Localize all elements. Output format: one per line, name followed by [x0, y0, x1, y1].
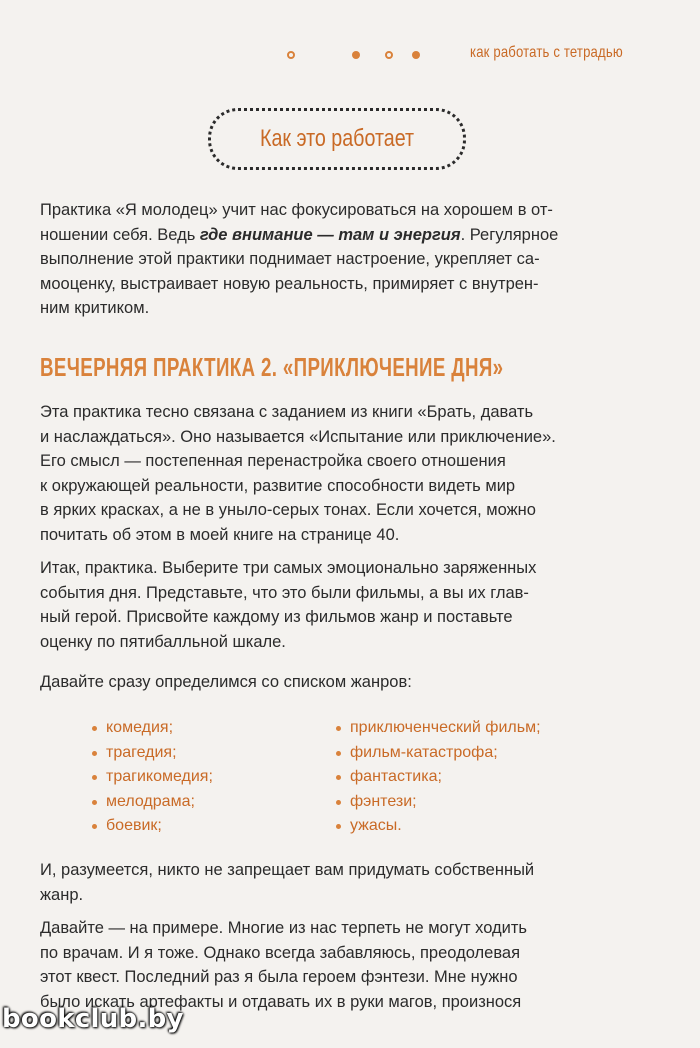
text-line: этот квест. Последний раз я была героем фэнтези. Мне нужно [40, 968, 518, 986]
text-line: Эта практика тесно связана с заданием из книги «Брать, давать [40, 403, 534, 421]
text-line: Практика «Я молодец» учит нас фокусироваться на хорошем в от- [40, 201, 553, 219]
text-line: было искать артефакты и отдавать их в руки магов, произнося [40, 992, 522, 1011]
intro-paragraph [40, 198, 660, 321]
list-item: ужасы. [336, 814, 541, 839]
paragraph [40, 916, 660, 1014]
dot-icon [352, 51, 360, 59]
section-badge [208, 108, 466, 170]
dot-icon [412, 51, 420, 59]
paragraph [40, 858, 660, 907]
paragraph [40, 400, 660, 547]
list-item: фильм-катастрофа; [336, 741, 541, 766]
list-item: комедия; [92, 716, 213, 741]
text-line: и наслаждаться». Оно называется «Испытание или приключение». [40, 427, 556, 446]
text-line: события дня. Представьте, что это были фильмы, а вы их глав- [40, 583, 529, 602]
text-line: ним критиком. [40, 299, 150, 317]
list-item: мелодрама; [92, 790, 213, 815]
running-header-title: как работать с тетрадью [470, 44, 623, 61]
list-item: боевик; [92, 814, 213, 839]
text-line: Давайте сразу определимся со списком жанров: [40, 673, 412, 691]
list-item: трагедия; [92, 741, 213, 766]
paragraph [40, 556, 660, 654]
text-line: оценку по пятибалльной шкале. [40, 632, 286, 651]
text-line: к окружающей реальности, развитие способности видеть мир [40, 476, 516, 495]
text-line: по врачам. И я тоже. Однако всегда забавляюсь, преодолевая [40, 943, 521, 962]
text-line: в ярких красках, а не в уныло-серых тонах. Если хочется, можно [40, 501, 536, 519]
text-line: Итак, практика. Выберите три самых эмоционально заряженных [40, 559, 537, 577]
text-line: И, разумеется, никто не запрещает вам придумать собственный [40, 861, 535, 879]
section-heading: ВЕЧЕРНЯЯ ПРАКТИКА 2. «ПРИКЛЮЧЕНИЕ ДНЯ» [40, 352, 504, 382]
text-line: ный герой. Присвойте каждому из фильмов жанр и поставьте [40, 608, 513, 626]
text-line: почитать об этом в моей книге на странице 40. [40, 525, 400, 544]
text-line: ношении себя. Ведь где внимание — там и энергия. Регулярное [40, 225, 559, 244]
list-item: фантастика; [336, 765, 541, 790]
running-header [0, 44, 700, 68]
emphasis: где внимание — там и энергия [199, 225, 461, 244]
watermark: bookclub.by [2, 1004, 184, 1034]
section-badge-title: Как это работает [259, 125, 415, 152]
text-line: Его смысл — постепенная перенастройка своего отношения [40, 452, 506, 470]
list-item: фэнтези; [336, 790, 541, 815]
circle-icon [385, 51, 393, 59]
text-line: выполнение этой практики поднимает настроение, укрепляет са- [40, 250, 540, 268]
list-item: трагикомедия; [92, 765, 213, 790]
list-item: приключенческий фильм; [336, 716, 541, 741]
text-line: жанр. [40, 885, 84, 904]
text-line: мооценку, выстраивает новую реальность, примиряет с внутрен- [40, 274, 539, 293]
circle-icon [287, 51, 295, 59]
genre-list-left [92, 716, 213, 839]
paragraph [40, 670, 660, 695]
genre-list-right [336, 716, 541, 839]
text-line: Давайте — на примере. Многие из нас терпеть не могут ходить [40, 919, 528, 937]
